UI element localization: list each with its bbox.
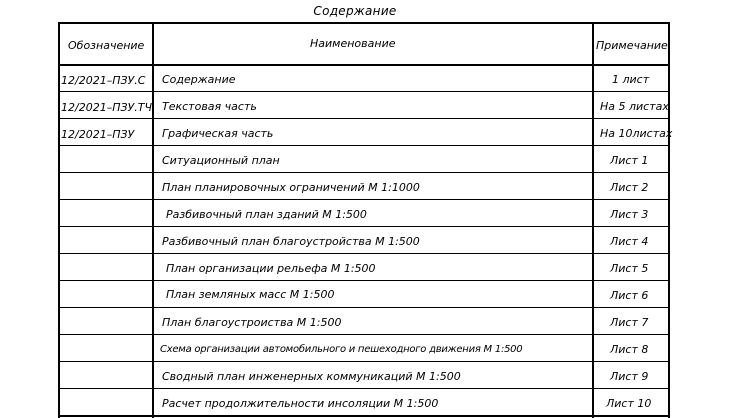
row-name: Расчет продолжительности инсоляции М 1:500 — [162, 397, 439, 410]
row-note: Лист 2 — [610, 181, 649, 194]
row-designation: 12/2021–ПЗУ.ТЧ — [61, 101, 152, 114]
row-divider — [58, 199, 670, 200]
column-divider-2 — [592, 22, 594, 418]
row-divider — [58, 307, 670, 308]
row-name: План планировочных ограничений М 1:1000 — [162, 181, 420, 194]
row-name: Разбивочный план зданий М 1:500 — [166, 208, 367, 221]
row-divider — [58, 253, 670, 254]
row-name: Графическая часть — [162, 127, 274, 140]
row-divider — [58, 226, 670, 227]
row-note: Лист 7 — [610, 316, 649, 329]
border-left — [58, 22, 60, 418]
row-designation: 12/2021–ПЗУ.С — [61, 74, 146, 87]
table-caption: Содержание — [313, 4, 397, 18]
header-name: Наименование — [310, 37, 396, 50]
row-name: Схема организации автомобильного и пешеходного движения М 1:500 — [160, 344, 523, 355]
row-name: Ситуационный план — [162, 154, 280, 167]
row-divider — [58, 91, 670, 92]
row-note: Лист 3 — [610, 208, 649, 221]
row-name: План организации рельефа М 1:500 — [166, 262, 376, 275]
row-name: Сводный план инженерных коммуникаций М 1:500 — [162, 370, 461, 383]
row-note: 1 лист — [612, 73, 650, 86]
row-divider — [58, 388, 670, 389]
column-divider-1 — [152, 22, 154, 418]
row-note: Лист 8 — [610, 343, 649, 356]
border-right — [668, 22, 670, 418]
row-note: Лист 5 — [610, 262, 649, 275]
contents-table — [58, 22, 673, 418]
row-note: Лист 10 — [606, 397, 652, 410]
row-divider — [58, 145, 670, 146]
row-note: Лист 9 — [610, 370, 649, 383]
row-name: Содержание — [162, 73, 236, 86]
header-note: Примечание — [596, 39, 668, 52]
row-divider — [58, 280, 670, 281]
row-divider — [58, 118, 670, 119]
row-divider — [58, 172, 670, 173]
row-name: Разбивочный план благоустройства М 1:500 — [162, 235, 420, 248]
row-note: Лист 6 — [610, 289, 649, 302]
border-top — [58, 22, 670, 24]
row-divider — [58, 334, 670, 335]
row-note: Лист 4 — [610, 235, 649, 248]
row-name: План земляных масс М 1:500 — [166, 288, 335, 301]
row-name: План благоустроиства М 1:500 — [162, 316, 342, 329]
header-divider — [58, 64, 670, 66]
row-designation: 12/2021–ПЗУ — [61, 128, 135, 141]
header-designation: Обозначение — [68, 39, 145, 52]
border-bottom — [58, 415, 670, 417]
row-divider — [58, 361, 670, 362]
row-note: На 10листах — [600, 127, 673, 140]
row-name: Текстовая часть — [162, 100, 257, 113]
row-note: На 5 листах — [600, 100, 669, 113]
row-note: Лист 1 — [610, 154, 649, 167]
